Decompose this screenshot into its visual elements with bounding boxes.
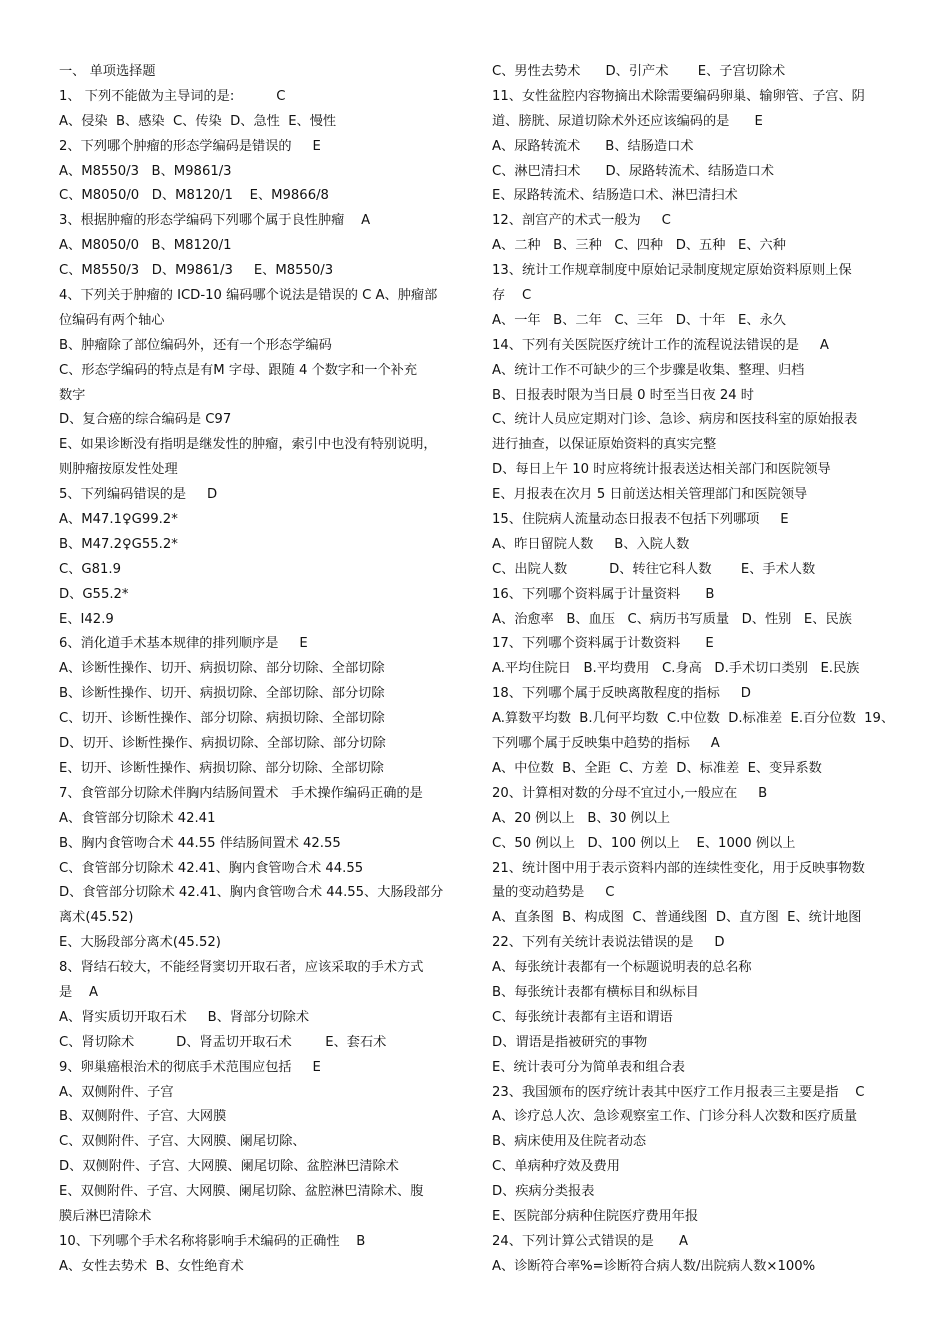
text-line: E、医院部分病种住院医疗费用年报 [492,1208,699,1224]
text-line: 7、食管部分切除术伴胸内结肠间置术 手术操作编码正确的是 [59,785,423,801]
text-line: E、月报表在次月 5 日前送达相关管理部门和医院领导 [492,487,808,503]
text-line: A、诊断性操作、切开、病损切除、部分切除、全部切除 [59,661,385,677]
text-line: A、肾实质切开取石术 B、肾部分切除术 [59,1009,310,1025]
text-line: 2、下列哪个肿瘤的形态学编码是错误的 E [59,138,321,154]
text-line: 1、 下列不能做为主导词的是: C [59,88,286,104]
text-line: A、直条图 B、构成图 C、普通线图 D、直方图 E、统计地图 [492,910,862,926]
text-line: A、20 例以上 B、30 例以上 [492,810,671,826]
left-column [59,60,467,1280]
text-line: E、双侧附件、子宫、大网膜、阑尾切除、盆腔淋巴清除术、腹 [59,1184,424,1200]
text-line: C、G81.9 [59,561,121,577]
text-line: D、谓语是指被研究的事物 [492,1034,648,1050]
text-line: 17、下列哪个资料属于计数资料 E [492,636,714,652]
text-line: 是 A [59,984,98,1000]
text-line: 则肿瘤按原发性处理 [59,462,178,478]
text-line: C、M8550/3 D、M9861/3 E、M8550/3 [59,263,334,279]
text-line: C、切开、诊断性操作、部分切除、病损切除、全部切除 [59,711,385,727]
text-line: A、二种 B、三种 C、四种 D、五种 E、六种 [492,238,786,254]
text-line: E、如果诊断没有指明是继发性的肿瘤，索引中也没有特别说明， [59,437,437,453]
text-line: 一、 单项选择题 [59,64,156,79]
text-line: D、每日上午 10 时应将统计报表送达相关部门和医院领导 [492,462,831,478]
text-line: E、统计表可分为简单表和组合表 [492,1059,685,1075]
text-line: 14、下列有关医院医疗统计工作的流程说法错误的是 A [492,337,829,353]
text-line: 21、统计图中用于表示资料内部的连续性变化，用于反映事物数 [492,860,865,876]
text-line: 数字 [59,387,86,403]
text-line: A、治愈率 B、血压 C、病历书写质量 D、性别 E、民族 [492,611,852,627]
text-line: 24、下列计算公式错误的是 A [492,1233,689,1249]
text-line: E、切开、诊断性操作、病损切除、部分切除、全部切除 [59,760,384,776]
text-line: C、统计人员应定期对门诊、急诊、病房和医技科室的原始报表 [492,412,858,428]
text-line: C、男性去势术 D、引产术 E、子宫切除术 [492,64,786,79]
text-line: 11、女性盆腔内容物摘出术除需要编码卵巢、输卵管、子宫、阴 [492,88,865,104]
text-line: D、疾病分类报表 [492,1184,595,1200]
text-line: D、双侧附件、子宫、大网膜、阑尾切除、盆腔淋巴清除术 [59,1159,399,1175]
text-line: D、复合癌的综合编码是 C97 [59,412,232,428]
text-line: C、M8050/0 D、M8120/1 E、M9866/8 [59,188,329,204]
text-line: C、单病种疗效及费用 [492,1159,620,1175]
text-line: A、女性去势术 B、女性绝育术 [59,1258,244,1274]
text-line: E、I42.9 [59,611,114,627]
text-line: 16、下列哪个资料属于计量资料 B [492,586,715,602]
text-line: 离术(45.52) [59,910,134,926]
text-line: A、M8550/3 B、M9861/3 [59,163,232,179]
text-line: B、病床使用及住院者动态 [492,1134,647,1150]
text-line: B、M47.2♀G55.2* [59,536,178,552]
text-line: A、诊断符合率%=诊断符合病人数/出院病人数×100% [492,1258,816,1274]
text-line: E、尿路转流术、结肠造口术、淋巴清扫术 [492,188,738,204]
right-column [492,60,912,1280]
text-line: 12、剖宫产的术式一般为 C [492,213,671,229]
text-line: 下列哪个属于反映集中趋势的指标 A [492,736,720,752]
text-line: A、M47.1♀G99.2* [59,512,178,528]
text-line: 道、膀胱、尿道切除术外还应该编码的是 E [492,113,763,129]
text-line: A、尿路转流术 B、结肠造口术 [492,138,694,154]
text-line: D、G55.2* [59,586,129,602]
text-line: C、50 例以上 D、100 例以上 E、1000 例以上 [492,835,796,851]
text-line: 量的变动趋势是 C [492,885,615,901]
text-line: 20、计算相对数的分母不宜过小,一般应在 B [492,785,768,801]
text-line: A.平均住院日 B.平均费用 C.身高 D.手术切口类别 E.民族 [492,661,860,677]
text-line: B、胸内食管吻合术 44.55 伴结肠间置术 42.55 [59,835,341,851]
text-line: A、昨日留院人数 B、入院人数 [492,536,690,552]
text-line: A、诊疗总人次、急诊观察室工作、门诊分科人次数和医疗质量 [492,1109,858,1125]
text-line: A、食管部分切除术 42.41 [59,810,216,826]
text-line: B、每张统计表都有横标目和纵标目 [492,984,699,1000]
text-line: 9、卵巢癌根治术的彻底手术范围应包括 E [59,1059,321,1075]
text-line: A、侵染 B、感染 C、传染 D、急性 E、慢性 [59,113,337,129]
text-line: B、日报表时限为当日晨 0 时至当日夜 24 时 [492,387,754,403]
text-line: B、双侧附件、子宫、大网膜 [59,1109,227,1125]
text-line: A、一年 B、二年 C、三年 D、十年 E、永久 [492,312,786,328]
text-line: C、每张统计表都有主语和谓语 [492,1009,673,1025]
text-line: E、大肠段部分离术(45.52) [59,935,221,951]
text-line: 3、根据肿瘤的形态学编码下列哪个属于良性肿瘤 A [59,213,371,229]
text-line: B、诊断性操作、切开、病损切除、全部切除、部分切除 [59,686,385,702]
text-line: 6、消化道手术基本规律的排列顺序是 E [59,636,308,652]
text-line: C、淋巴清扫术 D、尿路转流术、结肠造口术 [492,163,774,179]
text-line: 18、下列哪个属于反映离散程度的指标 D [492,686,751,702]
text-line: C、出院人数 D、转往它科人数 E、手术人数 [492,561,816,577]
text-line: D、食管部分切除术 42.41、胸内食管吻合术 44.55、大肠段部分 [59,885,444,901]
text-line: D、切开、诊断性操作、病损切除、全部切除、部分切除 [59,736,386,752]
text-line: 8、肾结石较大，不能经肾窦切开取石者，应该采取的手术方式 [59,960,424,976]
text-line: C、双侧附件、子宫、大网膜、阑尾切除、 [59,1134,306,1150]
text-line: 15、住院病人流量动态日报表不包括下列哪项 E [492,512,789,528]
text-line: 位编码有两个轴心 [59,312,165,328]
text-line: 13、统计工作规章制度中原始记录制度规定原始资料原则上保 [492,263,852,279]
text-line: 进行抽查，以保证原始资料的真实完整 [492,437,717,453]
text-line: B、肿瘤除了部位编码外，还有一个形态学编码 [59,337,332,353]
text-line: 4、下列关于肿瘤的 ICD-10 编码哪个说法是错误的 C A、肿瘤部 [59,288,438,304]
text-line: 5、下列编码错误的是 D [59,487,218,503]
text-line: 膜后淋巴清除术 [59,1208,152,1224]
text-line: A、每张统计表都有一个标题说明表的总名称 [492,960,752,976]
text-line: A、统计工作不可缺少的三个步骤是收集、整理、归档 [492,362,805,378]
text-line: C、食管部分切除术 42.41、胸内食管吻合术 44.55 [59,860,364,876]
text-line: A、M8050/0 B、M8120/1 [59,238,232,254]
text-line: A.算数平均数 B.几何平均数 C.中位数 D.标准差 E.百分位数 19、 [492,711,895,727]
text-line: A、双侧附件、子宫 [59,1084,174,1100]
text-line: C、肾切除术 D、肾盂切开取石术 E、套石术 [59,1034,387,1050]
text-line: 存 C [492,288,532,304]
text-line: 10、下列哪个手术名称将影响手术编码的正确性 B [59,1233,366,1249]
text-line: A、中位数 B、全距 C、方差 D、标准差 E、变异系数 [492,760,822,776]
text-line: 22、下列有关统计表说法错误的是 D [492,935,725,951]
text-line: C、形态学编码的特点是有M 字母、跟随 4 个数字和一个补充 [59,362,418,378]
text-line: 23、我国颁布的医疗统计表其中医疗工作月报表三主要是指 C [492,1084,865,1100]
